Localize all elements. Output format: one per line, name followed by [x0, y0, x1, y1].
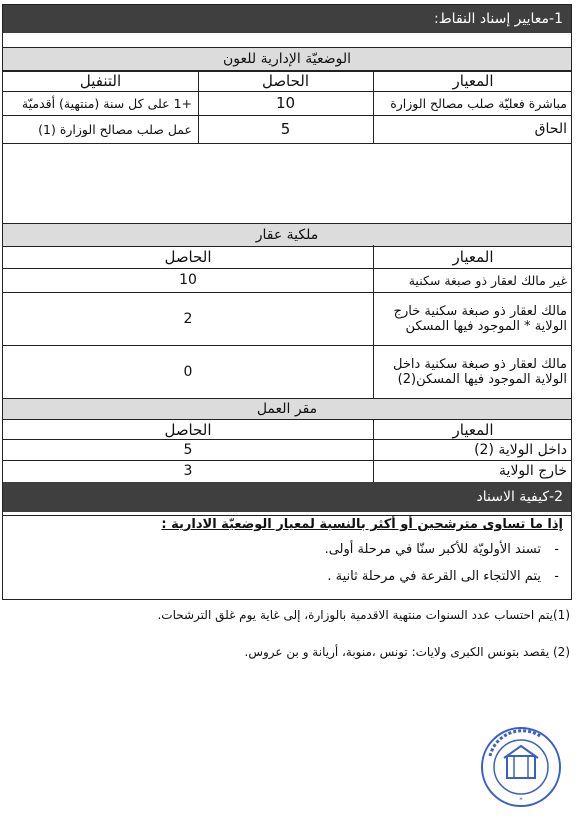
- property-row2-line1: مالك لعقار ذو صبغة سكنية خارج: [393, 303, 567, 319]
- work-header-criterion: المعيار: [452, 420, 494, 439]
- work-row2-criterion: خارج الولاية: [499, 463, 567, 479]
- property-row3-criterion: [373, 345, 573, 398]
- property-row2-score: 2: [183, 310, 193, 327]
- property-row3-score: 0: [183, 363, 193, 380]
- section2-bullet-2: - يتم الالتجاء الى القرعة في مرحلة ثانية .: [327, 569, 541, 584]
- work-row1-criterion: داخل الولاية (2): [474, 441, 567, 458]
- property-row3-line2: الولاية الموجود فيها المسكن(2): [397, 371, 567, 387]
- work-title: مقر العمل: [3, 398, 571, 420]
- admin-title: الوضعيّة الإدارية للعون: [3, 47, 571, 71]
- admin-header-score: الحاصل: [261, 72, 310, 90]
- property-header-criterion: المعيار: [452, 247, 494, 266]
- section2-bullet-1: - تسند الأولويّة للأكبر سنّا في مرحلة أولى.: [325, 542, 541, 557]
- admin-row2-bonus: عمل صلب مصالح الوزارة (1): [38, 121, 192, 137]
- section2-body: [2, 514, 572, 600]
- section1-title: 1-معايير إسناد النقاط:: [434, 11, 563, 27]
- property-row1-score: 10: [179, 272, 197, 288]
- work-header-score: الحاصل: [164, 420, 212, 439]
- section2-header: [3, 482, 571, 512]
- svg-text:*: *: [519, 796, 523, 804]
- official-stamp-icon: [480, 726, 562, 808]
- section1-header: [3, 5, 571, 33]
- admin-row1-criterion: مباشرة فعليّة صلب مصالح الوزارة: [390, 95, 567, 111]
- property-row2-line2: الولاية * الموجود فيها المسكن: [405, 318, 567, 334]
- admin-row1-score: 10: [275, 94, 296, 112]
- property-row1-criterion: غير مالك لعقار ذو صبغة سكنية: [408, 272, 567, 288]
- admin-row2-criterion: الحاق: [534, 121, 567, 137]
- property-title: ملكية عقار: [3, 223, 571, 247]
- section2-title: 2-كيفية الاسناد: [476, 489, 563, 505]
- footnote-2: (2) يقصد بتونس الكبرى ولايات: تونس ،منوبة، أريانة و بن عروس.: [244, 645, 570, 659]
- criteria-frame: [2, 4, 572, 516]
- work-row1-score: 5: [183, 441, 193, 458]
- admin-row2-score: 5: [280, 120, 291, 138]
- property-row3-line1: مالك لعقار ذو صبغة سكنية داخل: [393, 356, 567, 372]
- property-header-score: الحاصل: [164, 247, 212, 266]
- section2-condition: إذا ما تساوى مترشحين أو أكثر بالنسبة لمعيار الوضعيّة الادارية :: [161, 517, 563, 532]
- property-row2-criterion: [373, 292, 573, 345]
- admin-header-criterion: المعيار: [452, 72, 494, 90]
- divider: [3, 143, 571, 144]
- admin-header-bonus: التنفيل: [79, 72, 122, 90]
- footnote-1: (1)يتم احتساب عدد السنوات منتهية الاقدمية بالوزارة، إلى غاية يوم غلق الترشحات.: [157, 608, 570, 622]
- admin-row1-bonus: +1 على كل سنة (منتهية) أقدميّة: [21, 95, 192, 111]
- work-row2-score: 3: [183, 463, 193, 479]
